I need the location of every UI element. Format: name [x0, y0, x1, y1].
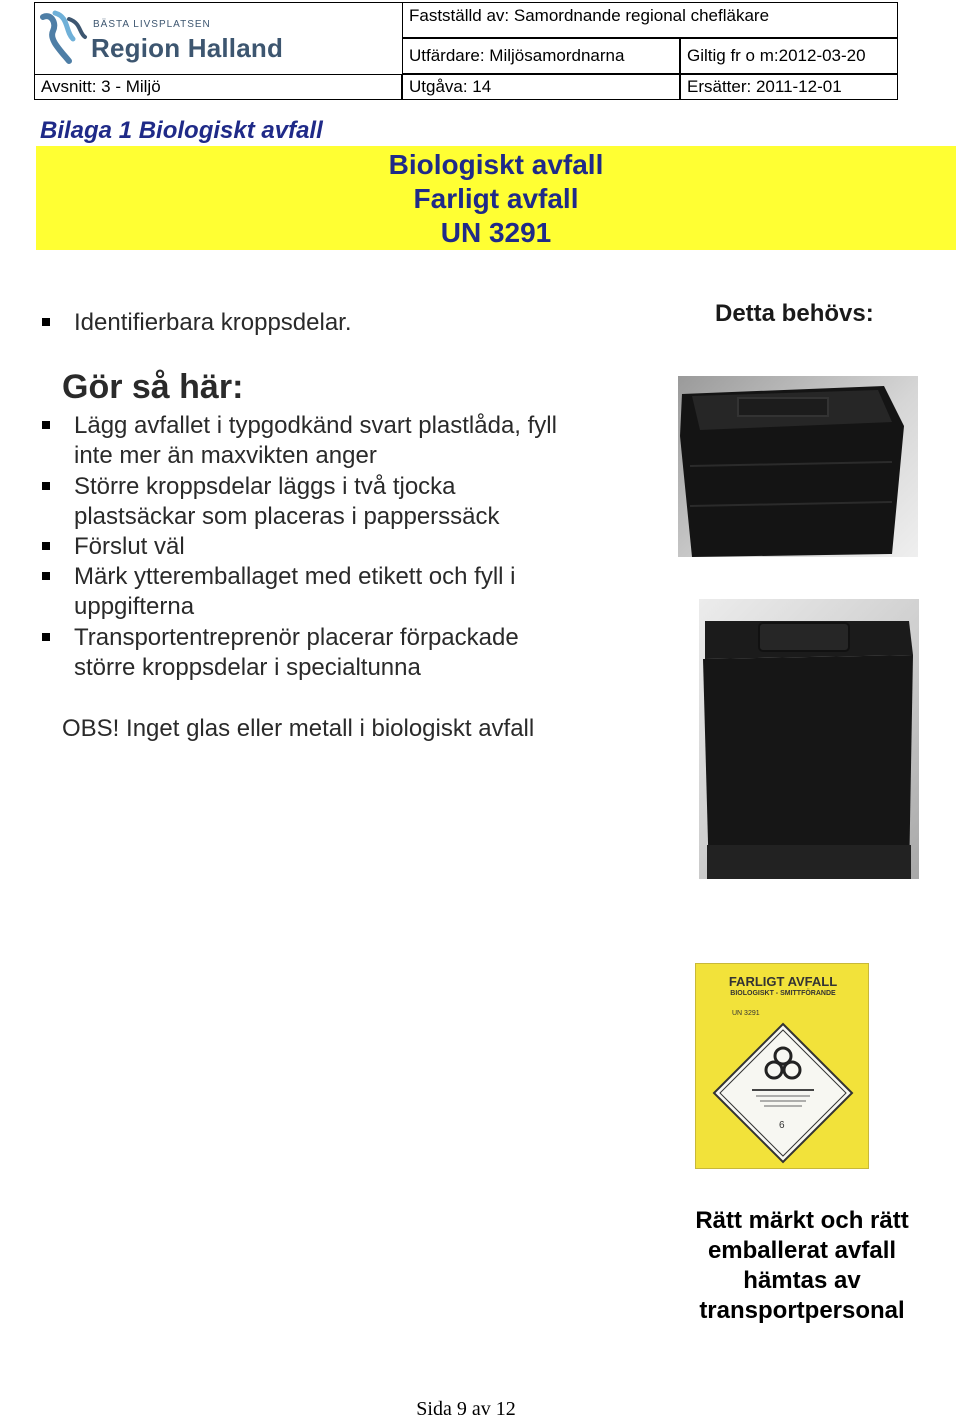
instruction-item-4-line-1: Märk ytteremballaget med etikett och fyll i	[74, 563, 516, 590]
bullet-icon	[42, 482, 50, 490]
label-subtitle: BIOLOGISKT - SMITTFÖRANDE	[730, 990, 836, 997]
bullet-icon	[42, 421, 50, 429]
issuer: Utfärdare: Miljösamordnarna	[402, 38, 680, 74]
label-class-number: 6	[779, 1120, 785, 1131]
bullet-icon	[42, 572, 50, 580]
hazard-label-photo	[695, 963, 869, 1169]
section: Avsnitt: 3 - Miljö	[34, 74, 402, 100]
page-number: Sida 9 av 12	[416, 1398, 516, 1420]
approved-by: Fastställd av: Samordnande regional chefläkare	[402, 2, 898, 38]
instructions-heading: Gör så här:	[62, 368, 244, 406]
banner	[36, 146, 956, 250]
needed-label: Detta behövs:	[715, 300, 874, 327]
instruction-item-2-line-2: plastsäckar som placeras i papperssäck	[74, 503, 500, 530]
caption-line-3: hämtas av	[743, 1267, 861, 1294]
label-title: FARLIGT AVFALL	[728, 974, 838, 989]
banner-line-1: Biologiskt avfall	[388, 149, 604, 180]
black-container-image	[699, 599, 919, 879]
bullet-icon	[42, 633, 50, 641]
appendix-title: Bilaga 1 Biologiskt avfall	[40, 117, 323, 144]
instruction-item-2-line-1: Större kroppsdelar läggs i två tjocka	[74, 473, 456, 500]
banner-line-2: Farligt avfall	[413, 183, 579, 214]
instruction-item-5-line-2: större kroppsdelar i specialtunna	[74, 654, 421, 681]
caption-line-4: transportpersonal	[699, 1297, 905, 1324]
pickup-caption	[662, 1206, 942, 1326]
bullet-icon	[42, 542, 50, 550]
black-box-open-photo	[678, 376, 918, 557]
bullet-icon	[42, 318, 50, 326]
intro-bullet-text: Identifierbara kroppsdelar.	[74, 309, 352, 336]
valid-from: Giltig fr o m:2012-03-20	[680, 38, 898, 74]
caption-line-1: Rätt märkt och rätt	[695, 1207, 909, 1234]
black-container-photo	[699, 599, 919, 879]
instruction-item-4-line-2: uppgifterna	[74, 593, 195, 620]
logo-name: Region Halland	[91, 33, 284, 63]
black-box-open-image	[678, 376, 918, 557]
document-header	[34, 2, 898, 100]
banner-line-3: UN 3291	[440, 217, 552, 248]
edition: Utgåva: 14	[402, 74, 680, 100]
region-halland-logo	[34, 2, 403, 75]
replaces: Ersätter: 2011-12-01	[680, 74, 898, 100]
instruction-item-1-line-2: inte mer än maxvikten anger	[74, 442, 377, 469]
region-logo-icon	[39, 9, 89, 65]
biohazard-diamond-icon	[712, 1022, 854, 1164]
instruction-item-3-line-1: Förslut väl	[74, 533, 185, 560]
logo-tagline: BÄSTA LIVSPLATSEN	[93, 19, 211, 30]
obs-note: OBS! Inget glas eller metall i biologiskt avfall	[62, 715, 535, 742]
instruction-item-5-line-1: Transportentreprenör placerar förpackade	[74, 624, 519, 651]
instruction-item-1-line-1: Lägg avfallet i typgodkänd svart plastlåda, fyll	[74, 412, 557, 439]
label-un-number: UN 3291	[732, 1010, 760, 1017]
caption-line-2: emballerat avfall	[707, 1237, 897, 1264]
